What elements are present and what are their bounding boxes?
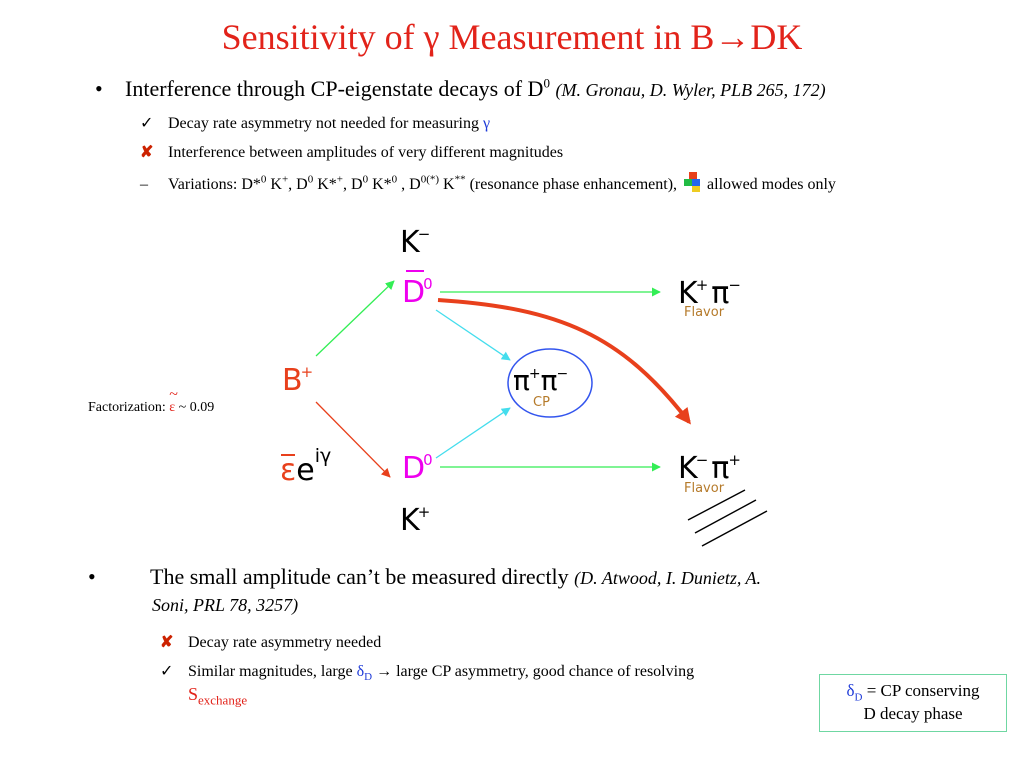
sup: + bbox=[281, 173, 289, 186]
bullet-reference: (M. Gronau, D. Wyler, PLB 265, 172) bbox=[555, 80, 826, 100]
sup: ** bbox=[454, 173, 466, 186]
flavor-label-bottom: Flavor bbox=[684, 481, 725, 496]
cross-icon: ✘ bbox=[160, 634, 174, 651]
epsilon-symbol: ε bbox=[169, 400, 176, 415]
sub-item-text: Similar magnitudes, large bbox=[188, 663, 357, 680]
kpi-bottom-state: K− π+ bbox=[678, 451, 741, 486]
arrow-b-to-dbar bbox=[316, 281, 394, 356]
delta-definition-text: = CP conserving bbox=[862, 681, 980, 700]
b-meson: B+ bbox=[282, 363, 314, 398]
bullet-text: The small amplitude can’t be measured directly bbox=[150, 564, 575, 589]
variations-text: (resonance phase enhancement), bbox=[465, 176, 678, 193]
sup: 0 bbox=[307, 173, 314, 186]
arrow-dbar-to-cp bbox=[436, 310, 510, 360]
sub-item-text: Decay rate asymmetry needed bbox=[188, 634, 382, 651]
arrow-d-to-cp bbox=[436, 408, 510, 458]
sup: 0(*) bbox=[420, 173, 440, 186]
bullet-text: Interference through CP-eigenstate decays of D bbox=[125, 76, 544, 101]
sup: 0 bbox=[260, 173, 267, 186]
delta-symbol: δ bbox=[356, 663, 365, 680]
sub-item-text: → large CP asymmetry, good chance of resolving bbox=[372, 663, 695, 680]
cross-icon: ✘ bbox=[140, 144, 154, 161]
bullet-reference: (D. Atwood, I. Dunietz, A. Soni, PRL 78, 3257) bbox=[152, 568, 762, 615]
variations-text: K bbox=[439, 176, 455, 193]
bullet-marker: • bbox=[95, 76, 103, 101]
sub-item-similar-magnitudes bbox=[160, 661, 695, 684]
delta-definition-line1 bbox=[820, 679, 1006, 702]
s-symbol: S bbox=[188, 684, 199, 704]
dash-marker: – bbox=[140, 176, 148, 193]
variations-text: K bbox=[266, 176, 282, 193]
suppressed-path-arrow bbox=[438, 300, 689, 422]
bullet-marker: • bbox=[88, 564, 96, 589]
flavor-label-top: Flavor bbox=[684, 305, 725, 320]
delta-subscript: D bbox=[364, 671, 373, 684]
factorization-value: ~ 0.09 bbox=[175, 400, 215, 415]
delta-subscript: D bbox=[854, 691, 863, 704]
gamma-symbol: γ bbox=[482, 115, 491, 132]
variations-text: K* bbox=[313, 176, 337, 193]
sub-item-asymmetry-needed bbox=[160, 632, 381, 652]
check-icon: ✓ bbox=[140, 115, 154, 132]
variations-text: K* bbox=[368, 176, 392, 193]
hatch-line bbox=[695, 500, 756, 533]
tilde-mark: ~ bbox=[169, 386, 178, 403]
cp-label: CP bbox=[533, 395, 550, 410]
d-meson: D0 bbox=[402, 451, 433, 486]
cp-eigenstate: π+π− bbox=[513, 364, 569, 397]
s-exchange bbox=[188, 684, 247, 709]
delta-symbol: δ bbox=[846, 681, 855, 700]
variations-text: , D bbox=[288, 176, 308, 193]
delta-definition-box bbox=[819, 674, 1007, 732]
factorization-label: Factorization: bbox=[88, 400, 170, 415]
kaon-top: K− bbox=[400, 225, 431, 260]
variations-text: , D bbox=[343, 176, 363, 193]
bullet-small-amplitude bbox=[88, 564, 800, 618]
kaon-bottom: K+ bbox=[400, 503, 431, 538]
sup: 0 bbox=[391, 173, 398, 186]
sub-item-text: Decay rate asymmetry not needed for measuring bbox=[168, 115, 483, 132]
variations-text: allowed modes only bbox=[707, 176, 836, 193]
hatch-line bbox=[702, 511, 767, 546]
epsilon-tilde bbox=[169, 386, 178, 416]
variations-text: , D bbox=[397, 176, 421, 193]
sub-item-text: Interference between amplitudes of very different magnitudes bbox=[168, 144, 564, 161]
sup: + bbox=[336, 173, 343, 186]
dbar-meson: D0 bbox=[402, 275, 433, 310]
factorization-note bbox=[88, 386, 215, 416]
kpi-top-state: K+ π− bbox=[678, 276, 741, 311]
variations-text: Variations: D* bbox=[168, 176, 261, 193]
sup: 0 bbox=[362, 173, 369, 186]
slide-title: Sensitivity of γ Measurement in B→DK bbox=[221, 17, 803, 57]
bullet-sup: 0 bbox=[543, 75, 550, 91]
check-icon: ✓ bbox=[160, 663, 174, 680]
exchange-subscript: exchange bbox=[198, 692, 248, 708]
amplitude-factor: $\varepsilon e^{i\gamma}$ bbox=[280, 445, 332, 488]
delta-definition-line2: D decay phase bbox=[863, 704, 963, 723]
